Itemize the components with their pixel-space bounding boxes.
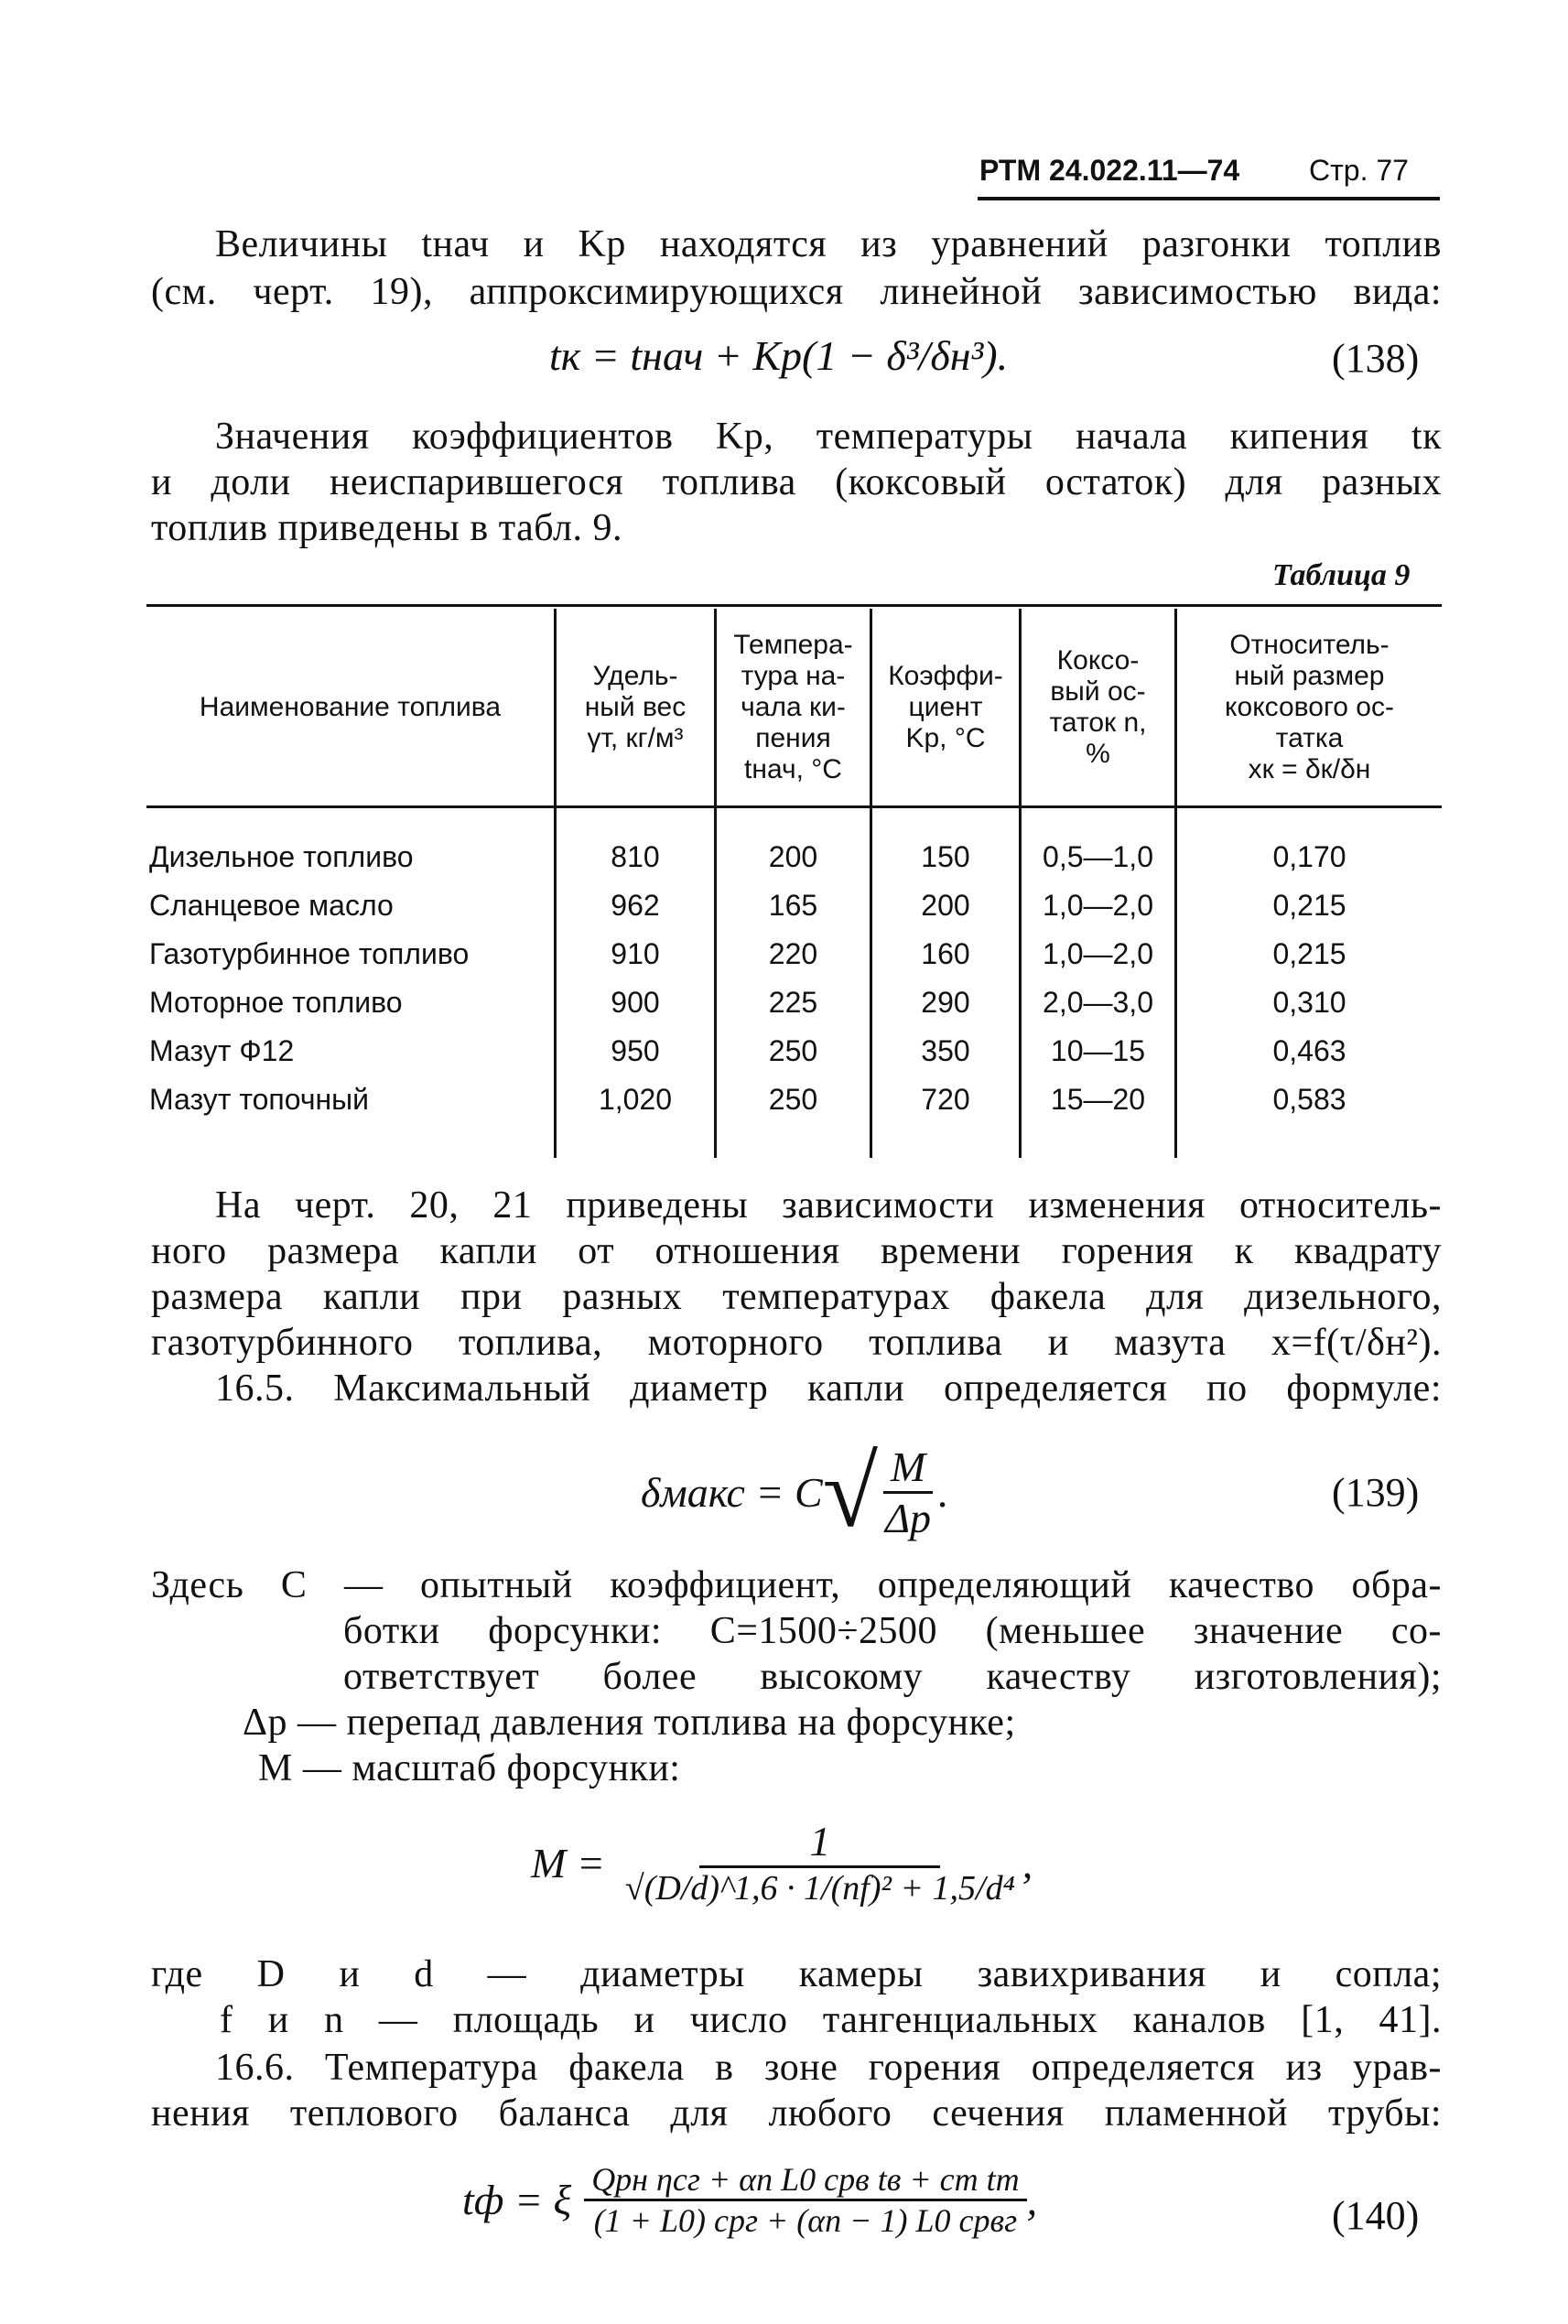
cell-relative-size: 0,463 bbox=[1272, 1034, 1346, 1067]
equation-m bbox=[531, 1817, 1033, 1908]
equation-140-number: (140) bbox=[1332, 2193, 1420, 2238]
table-header-coefficient: Коэффи- циент Kр, °C bbox=[888, 660, 1003, 753]
cell-weight: 810 bbox=[611, 840, 660, 873]
table-header-boiling-temp: Темпера- тура на- чала ки- пения tнач, °C bbox=[733, 629, 853, 784]
equation-m-tail: , bbox=[1022, 1839, 1033, 1886]
table-header-weight: Удель- ный вес γт, кг/м³ bbox=[584, 660, 687, 753]
table-caption: Таблица 9 bbox=[1272, 558, 1411, 592]
cell-boiling-temp: 200 bbox=[768, 840, 818, 873]
def-c-line-3: ответствует более высокому качеству изготовления); bbox=[343, 1656, 1442, 1698]
cell-boiling-temp: 250 bbox=[768, 1083, 818, 1116]
doc-code: РТМ 24.022.11—74 bbox=[979, 154, 1240, 187]
para3-line-4: газотурбинного топлива, моторного топлива и мазута x=f(τ/δн²). bbox=[151, 1322, 1442, 1364]
table-header-name: Наименование топлива bbox=[199, 691, 502, 722]
intro-line-2: (см. черт. 19), аппроксимирующихся линейной зависимостью вида: bbox=[151, 271, 1442, 313]
equation-140 bbox=[462, 2160, 1037, 2240]
cell-relative-size: 0,583 bbox=[1272, 1083, 1346, 1116]
equation-139-numerator: M bbox=[883, 1443, 933, 1494]
where-line-4: нения теплового баланса для любого сечения пламенной трубы: bbox=[151, 2092, 1442, 2135]
cell-boiling-temp: 250 bbox=[768, 1034, 818, 1067]
where-line-1: где D и d — диаметры камеры завихривания и сопла; bbox=[151, 1953, 1442, 1995]
equation-139-fraction bbox=[878, 1443, 938, 1542]
cell-relative-size: 0,310 bbox=[1272, 986, 1346, 1019]
def-dp-line: Δp — перепад давления топлива на форсунке; bbox=[243, 1702, 1016, 1744]
cell-coefficient: 150 bbox=[921, 840, 970, 873]
cell-fuel-name: Моторное топливо bbox=[149, 986, 403, 1019]
equation-140-fraction bbox=[584, 2160, 1026, 2240]
cell-weight: 1,020 bbox=[598, 1083, 673, 1116]
where-line-3: 16.6. Температура факела в зоне горения определяется из урав- bbox=[215, 2047, 1442, 2089]
cell-coke-residue: 15—20 bbox=[1050, 1083, 1146, 1116]
intro-line-1: Величины tнач и Kр находятся из уравнений разгонки топлив bbox=[215, 223, 1442, 265]
cell-weight: 900 bbox=[611, 986, 660, 1019]
equation-m-numerator: 1 bbox=[699, 1817, 940, 1868]
cell-relative-size: 0,215 bbox=[1272, 937, 1346, 970]
cell-coke-residue: 10—15 bbox=[1050, 1034, 1146, 1067]
para2-line-3: топлив приведены в табл. 9. bbox=[151, 507, 622, 549]
cell-coefficient: 720 bbox=[921, 1083, 970, 1116]
cell-boiling-temp: 225 bbox=[768, 986, 818, 1019]
equation-139-denominator: Δp bbox=[885, 1494, 932, 1541]
equation-139-number: (139) bbox=[1332, 1470, 1420, 1515]
table-top-rule bbox=[146, 604, 1442, 607]
para3-line-3: размера капли при разных температурах факела для дизельного, bbox=[151, 1276, 1442, 1318]
table-header-relative-size: Относитель- ный размер коксового ос- татка xк = δк/δн bbox=[1225, 629, 1394, 784]
def-c-line-2: ботки форсунки: C=1500÷2500 (меньшее значение со- bbox=[343, 1610, 1442, 1652]
cell-fuel-name: Сланцевое масло bbox=[149, 889, 394, 922]
para2-line-1: Значения коэффициентов Kр, температуры начала кипения tк bbox=[215, 416, 1442, 458]
equation-m-denominator: √(D/d)^1,6 · 1/(nf)² + 1,5/d⁴ bbox=[624, 1869, 1015, 1908]
def-m-line: M — масштаб форсунки: bbox=[258, 1747, 681, 1789]
para3-line-5: 16.5. Максимальный диаметр капли определяется по формуле: bbox=[215, 1367, 1442, 1410]
cell-coke-residue: 1,0—2,0 bbox=[1043, 937, 1153, 970]
equation-140-denominator: (1 + L0) cpг + (αn − 1) L0 cpвг bbox=[593, 2202, 1018, 2239]
cell-coefficient: 350 bbox=[921, 1034, 970, 1067]
para2-line-2: и доли неиспарившегося топлива (коксовый остаток) для разных bbox=[151, 461, 1442, 503]
cell-relative-size: 0,170 bbox=[1272, 840, 1346, 873]
cell-weight: 962 bbox=[611, 889, 660, 922]
equation-140-numerator: Qрн ηсг + αn L0 cpв tв + cт tт bbox=[584, 2160, 1026, 2201]
equation-139-tail: . bbox=[938, 1468, 949, 1516]
cell-fuel-name: Газотурбинное топливо bbox=[149, 937, 470, 970]
equation-m-denominator-text: (D/d)^1,6 · 1/(nf)² + 1,5/d⁴ bbox=[643, 1869, 1015, 1908]
cell-coefficient: 160 bbox=[921, 937, 970, 970]
cell-fuel-name: Мазут Ф12 bbox=[149, 1034, 295, 1067]
where-line-2: f и n — площадь и число тангенциальных каналов [1, 41]. bbox=[220, 1999, 1442, 2041]
equation-m-fraction bbox=[618, 1817, 1022, 1908]
equation-138: tк = tнач + Kр(1 − δ³/δн³). bbox=[549, 332, 1009, 379]
cell-boiling-temp: 165 bbox=[768, 889, 818, 922]
cell-coefficient: 200 bbox=[921, 889, 970, 922]
cell-weight: 950 bbox=[611, 1034, 660, 1067]
sqrt-sign: √ bbox=[822, 1436, 879, 1548]
equation-140-lhs: tф = ξ bbox=[462, 2177, 572, 2223]
equation-139-lhs: δмакс = C bbox=[641, 1468, 823, 1516]
cell-coefficient: 290 bbox=[921, 986, 970, 1019]
equation-140-tail: , bbox=[1026, 2177, 1038, 2223]
cell-coke-residue: 0,5—1,0 bbox=[1043, 840, 1153, 873]
cell-boiling-temp: 220 bbox=[768, 937, 818, 970]
header-rule bbox=[978, 197, 1440, 200]
cell-relative-size: 0,215 bbox=[1272, 889, 1346, 922]
table-header-rule bbox=[146, 805, 1442, 808]
cell-fuel-name: Дизельное топливо bbox=[149, 840, 414, 873]
para3-line-1: На черт. 20, 21 приведены зависимости изменения относитель- bbox=[215, 1184, 1442, 1227]
cell-coke-residue: 2,0—3,0 bbox=[1043, 986, 1153, 1019]
page-number: Стр. 77 bbox=[1309, 154, 1409, 187]
table-header-coke-residue: Коксо- вый ос- таток n, % bbox=[1049, 644, 1147, 769]
cell-weight: 910 bbox=[611, 937, 660, 970]
para3-line-2: ного размера капли от отношения времени горения к квадрату bbox=[151, 1230, 1442, 1272]
cell-fuel-name: Мазут топочный bbox=[149, 1083, 370, 1116]
def-c-line-1: Здесь C — опытный коэффициент, определяющий качество обра- bbox=[151, 1564, 1442, 1606]
equation-139 bbox=[641, 1436, 949, 1548]
cell-coke-residue: 1,0—2,0 bbox=[1043, 889, 1153, 922]
equation-138-number: (138) bbox=[1332, 336, 1420, 381]
equation-m-lhs: M = bbox=[531, 1839, 605, 1886]
